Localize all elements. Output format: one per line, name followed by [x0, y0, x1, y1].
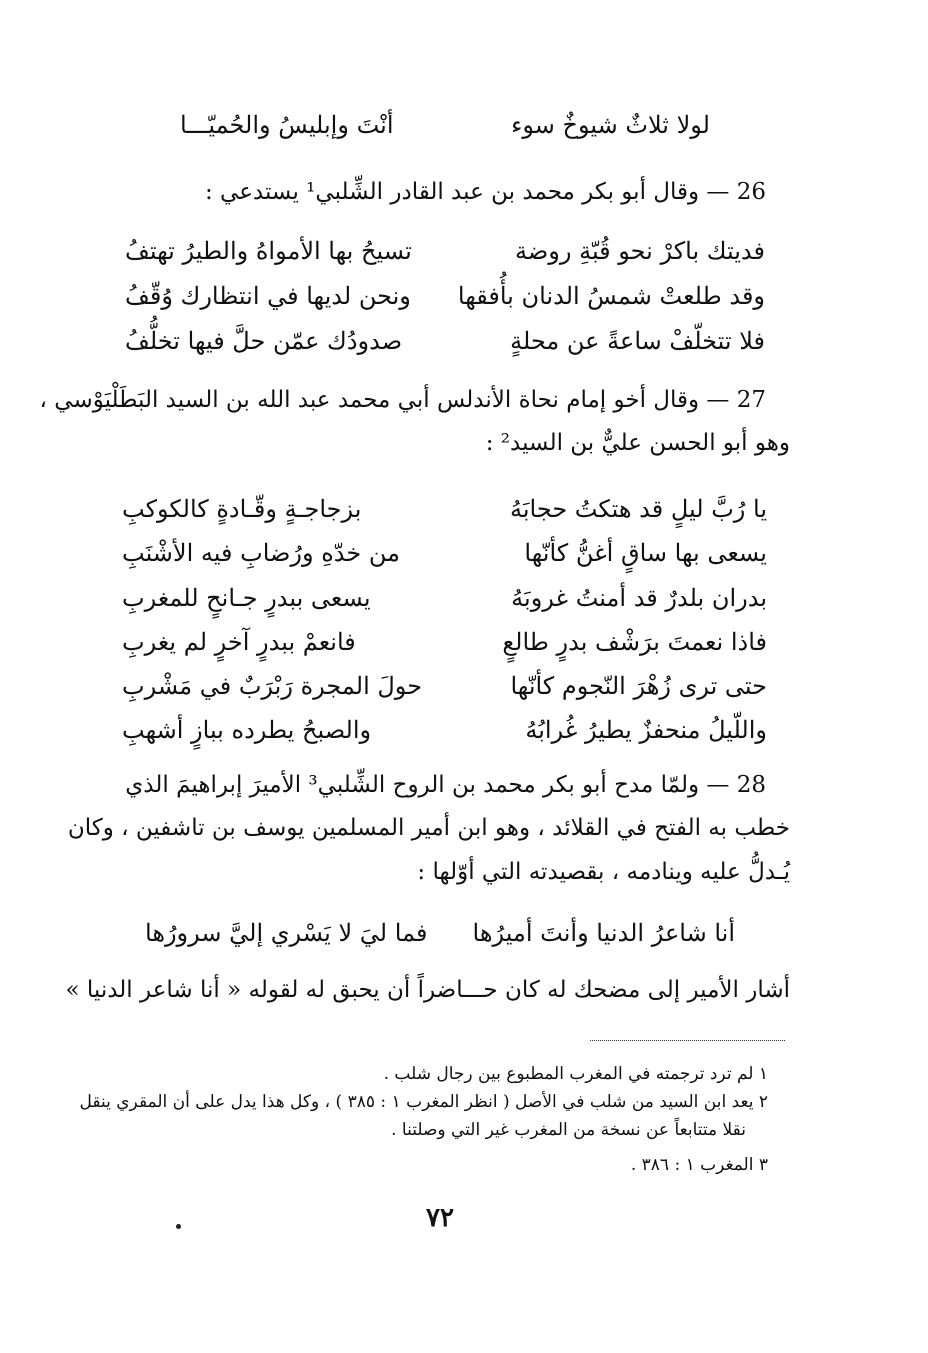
footnote-3: ٣ المغرب ١ : ٣٨٦ .: [630, 1155, 768, 1175]
sec28-line-3: يُـدلُّ عليه وينادمه ، بقصيدته التي أوّلها :: [417, 859, 790, 885]
verse-second-hemistich: فانعمْ ببدرٍ آخرٍ لم يغربِ: [122, 628, 356, 656]
sec26-verse-3: [125, 318, 765, 364]
sec27-verse-2: [122, 530, 767, 576]
sec28-line-1: 28 — ولمّا مدح أبو بكر محمد بن الروح الشِّلبي³ الأميرَ إبراهيمَ الذي: [125, 772, 766, 798]
sec28-after-text: أشار الأمير إلى مضحك له كان حـــاضراً أن يحبق له لقوله « أنا شاعر الدنيا »: [65, 977, 790, 1003]
sec26-verse-1: [125, 228, 765, 274]
sec27-verse-6: [122, 707, 767, 753]
sec27-verse-1: [122, 486, 767, 532]
verse-second-hemistich: من خدّهِ ورُضابِ فيه الأشْنَبِ: [122, 539, 400, 567]
verse-second-hemistich: فما ليَ لا يَسْري إليَّ سرورُها: [145, 919, 428, 947]
footnote-2-continued: نقلا متتابعاً عن نسخة من المغرب غير التي وصلتنا .: [391, 1120, 746, 1140]
sec28-verse: [145, 910, 735, 956]
verse-second-hemistich: أنْتَ وإبليسُ والحُميّـــا: [180, 111, 394, 139]
sec27-verse-3: [122, 575, 767, 621]
verse-first-hemistich: فديتك باكرْ نحو قُبّةِ روضة: [515, 237, 765, 265]
sec27-verse-4: [122, 619, 767, 665]
sec27-intro-line-2: وهو أبو الحسن عليٌّ بن السيد² :: [485, 430, 790, 456]
verse-second-hemistich: بزجاجـةٍ وقّـادةٍ كالكوكبِ: [122, 495, 362, 523]
footnote-2: ٢ يعد ابن السيد من شلب في الأصل ( انظر المغرب ١ : ٣٨٥ ) ، وكل هذا يدل على أن المقري ينقل: [79, 1092, 768, 1112]
verse-second-hemistich: تسيحُ بها الأمواهُ والطيرُ تهتفُ: [125, 237, 412, 265]
verse-first-hemistich: أنا شاعرُ الدنيا وأنتَ أميرُها: [472, 919, 735, 947]
verse-first-hemistich: حتى ترى زُهْرَ النّجوم كأنّها: [510, 672, 767, 700]
verse-first-hemistich: لولا ثلاثٌ شيوخٌ سوء: [511, 111, 710, 139]
verse-first-hemistich: يا رُبَّ ليلٍ قد هتكتُ حجابَهُ: [509, 495, 767, 523]
verse-first-hemistich: وقد طلعتْ شمسُ الدنان بأُفقها: [457, 282, 765, 310]
verse-first-hemistich: بدران بلدرٌ قد أمنتُ غروبَهُ: [511, 584, 767, 612]
footnote-1: ١ لم ترد ترجمته في المغرب المطبوع بين رجال شلب .: [383, 1064, 768, 1084]
footnote-divider: [590, 1040, 785, 1041]
verse-second-hemistich: صدودُك عمّن حلَّ فيها تخلُّفُ: [125, 327, 403, 355]
verse-first-hemistich: فاذا نعمتَ برَشْف بدرٍ طالعٍ: [502, 628, 767, 656]
sec26-verse-2: [125, 273, 765, 319]
verse-second-hemistich: والصبحُ يطرده ببازٍ أشهبِ: [122, 716, 372, 744]
sec26-intro: 26 — وقال أبو بكر محمد بن عبد القادر الشِّلبي¹ يستدعي :: [204, 179, 766, 205]
sec28-line-2: خطب به الفتح في القلائد ، وهو ابن أمير المسلمين يوسف بن تاشفين ، وكان: [67, 815, 790, 841]
verse-first-hemistich: واللّيلُ منحفزٌ يطيرُ غُرابُهُ: [525, 716, 767, 744]
page-number: ٧٢: [426, 1203, 454, 1233]
opening-verse: [180, 102, 710, 148]
sec27-verse-5: [122, 663, 767, 709]
sec27-intro-line-1: 27 — وقال أخو إمام نحاة الأندلس أبي محمد عبد الله بن السيد البَطَلْيَوْسي ،: [39, 387, 766, 413]
verse-second-hemistich: يسعى ببدرٍ جـانحٍ للمغربِ: [122, 584, 371, 612]
verse-first-hemistich: يسعى بها ساقٍ أغنُّ كأنّها: [524, 539, 767, 567]
verse-second-hemistich: حولَ المجرة رَبْرَبٌ في مَشْربِ: [122, 672, 423, 700]
verse-second-hemistich: ونحن لديها في انتظارك وُقّفُ: [125, 282, 411, 310]
stray-dot: [176, 1224, 181, 1229]
verse-first-hemistich: فلا تتخلّفْ ساعةً عن محلةٍ: [510, 327, 765, 355]
